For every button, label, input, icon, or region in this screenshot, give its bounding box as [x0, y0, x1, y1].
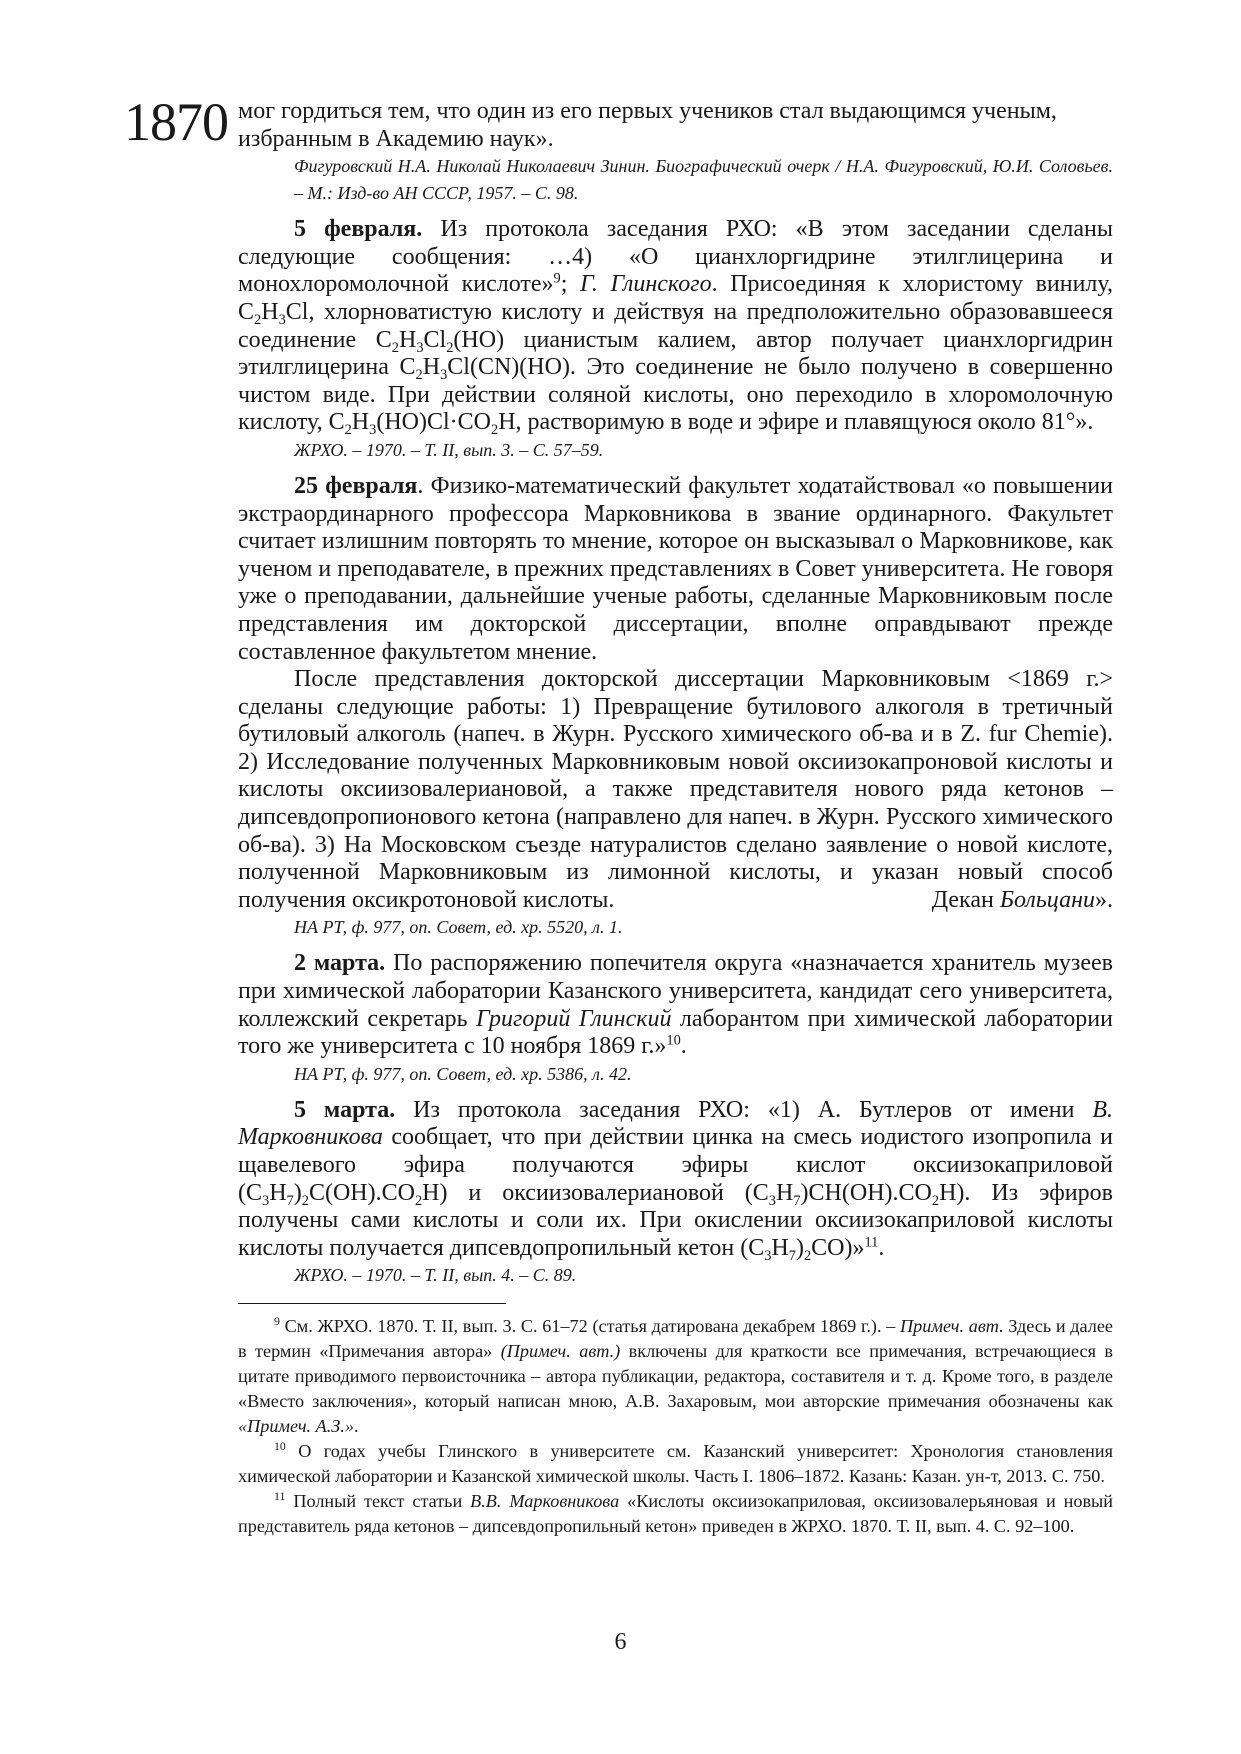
dean-signature: Декан Больцани». — [931, 886, 1113, 913]
year-marker: 1870 — [124, 92, 228, 152]
entry-mar-2-source: НА РТ, ф. 977, оп. Совет, ед. хр. 5386, л. 42. — [294, 1063, 632, 1084]
entry-mar-2: 2 марта. По распоряжению попечителя округа «назначается хранитель музеев при химической лаборатории Казанского университета, кандидат сего университета, коллежский секретарь Григорий Глинский лаборантом при химической лаборатории того же университета с 10 ноября 1869 г.»$^{10}$. — [238, 950, 1114, 1060]
author-name: Г. Глинского — [580, 271, 712, 298]
footnote-divider — [238, 1303, 506, 1304]
person-name: Григорий Глинский — [476, 1005, 672, 1032]
page-number: 6 — [614, 1629, 627, 1655]
entry-mar-5-source: ЖРХО. – 1970. – Т. II, вып. 4. – С. 89. — [294, 1265, 577, 1286]
footnote-9: $^9$ См. ЖРХО. 1870. Т. II, вып. 3. С. 61–72 (статья датирована декабрем 1869 г.). – Примеч. авт. Здесь и далее в термин «Примечания автора» (Примеч. авт.) включены для краткости все примечания, встречающиеся в цитате приводимого первоисточника – автора публикации, редактора, составителя и т. д. Кроме того, в разделе «Вместо заключения», который написан мною, А.В. Захаровым, мои авторские примечания обозначены как «Примеч. А.З.». — [238, 1314, 1113, 1437]
entry-date: 5 февраля. — [294, 216, 423, 243]
footnote-10: $^{10}$ О годах учебы Глинского в университете см. Казанский университет: Хронология становления химической лаборатории и Казанской химической школы. Часть I. 1806–1872. Казань: Казан. ун-т, 2013. С. 750. — [238, 1439, 1113, 1487]
intro-paragraph — [238, 98, 1113, 153]
person-name: В. Марковникова — [238, 1096, 1114, 1151]
intro-line-1: мог гордиться тем, что один из его первых учеников стал выдающимся ученым, — [238, 98, 1057, 124]
footnote-11: $^{11}$ Полный текст статьи В.В. Марковникова «Кислоты оксиизокаприловая, оксиизовалерьяновая и новый представитель ряда кетонов – дипсевдопропильный кетон» приведен в ЖРХО. 1870. Т. II, вып. 4. С. 92–100. — [238, 1489, 1114, 1537]
entry-date: 5 марта. — [294, 1096, 396, 1123]
intro-line-2: избранным в Академию наук». — [238, 125, 554, 152]
entry-feb-5: 5 февраля. Из протокола заседания РХО: «В этом заседании сделаны следующие сообщения: …4) «О цианхлоргидрине этилглицерина и монохлоромолочной кислоте»$^9$; Г. Глинского. Присоединяя к хлористому винилу, $С_2Н_3Cl$, хлорноватистую кислоту и действуя на предположительно образовавшееся соединение $С_2Н_3Cl_2(НО)$ цианистым калием, автор получает цианхлоргидрин этилглицерина $С_2Н_3Cl(CN)(HO)$. Это соединение не было получено в совершенно чистом виде. При действии соляной кислоты, оно переходило в хлоромолочную кислоту, $С_2Н_3(НО)Cl\cdot CO_2Н$, растворимую в воде и эфире и плавящуюся около 81°». — [238, 216, 1114, 439]
main-column — [238, 98, 1113, 1539]
entry-date: 25 февраля — [294, 472, 418, 499]
entry-feb-25: 25 февраля. Физико-математический факультет ходатайствовал «о повышении экстраординарного профессора Марковникова в звание ординарного. Факультет считает излишним повторять то мнение, которое он высказывал о Марковникове, как ученом и преподавателе, в прежних представлениях в Совет университета. Не говоря уже о преподавании, дальнейшие ученые работы, сделанные Марковниковым после представления им докторской диссертации, вполне оправдывают прежде составленное факультетом мнение. — [238, 472, 1113, 665]
entry-feb-25-continued: После представления докторской диссертации Марковниковым <1869 г.> сделаны следующие работы: 1) Превращение бутилового алкоголя в третичный бутиловый алкоголь (напеч. в Журн. Русского химического об-ва и в Z. fur Chemie). 2) Исследование полученных Марковниковым новой оксиизокапроновой кислоты и кислоты оксиизовалериановой, а также представителя нового ряда кетонов – дипсевдопропионового кетона (направлено для напеч. в Журн. Русского химического об-ва). 3) На Московском съезде натуралистов сделано заявление о новой кислоте, полученной Марковниковым из лимонной кислоты, и указан новый способ получения оксикротоновой кислоты. Декан Больцани». — [238, 666, 1113, 913]
entry-date: 2 марта. — [294, 950, 386, 977]
entry-feb-5-source: ЖРХО. – 1970. – Т. II, вып. 3. – С. 57–59. — [294, 439, 604, 460]
entry-mar-5: 5 марта. Из протокола заседания РХО: «1) А. Бутлеров от имени В. Марковникова сообщает, что при действии цинка на смесь иодистого изопропила и щавелевого эфира получаются эфиры кислот оксиизокаприловой $(С_3Н_7)_2С(ОН).СО_2Н$) и оксиизовалериановой $(С_3Н_7)СН(ОН).СО_2Н$). Из эфиров получены сами кислоты и соли их. При окислении оксиизокаприловой кислоты кислоты получается дипсевдопропильный кетон $(С_3Н_7)_2СО)»^{11}$. — [238, 1096, 1114, 1264]
intro-source: Фигуровский Н.А. Николай Николаевич Зинин. Биографический очерк / Н.А. Фигуровский, Ю.И. Соловьев. – М.: Изд-во АН СССР, 1957. – С. 98. — [294, 156, 1113, 204]
footnote-ref-10: 10 — [666, 1032, 681, 1049]
entry-feb-25-source: НА РТ, ф. 977, оп. Совет, ед. хр. 5520, л. 1. — [294, 917, 623, 938]
footnote-ref-9: 9 — [553, 270, 561, 287]
footnote-ref-11: 11 — [864, 1234, 879, 1251]
